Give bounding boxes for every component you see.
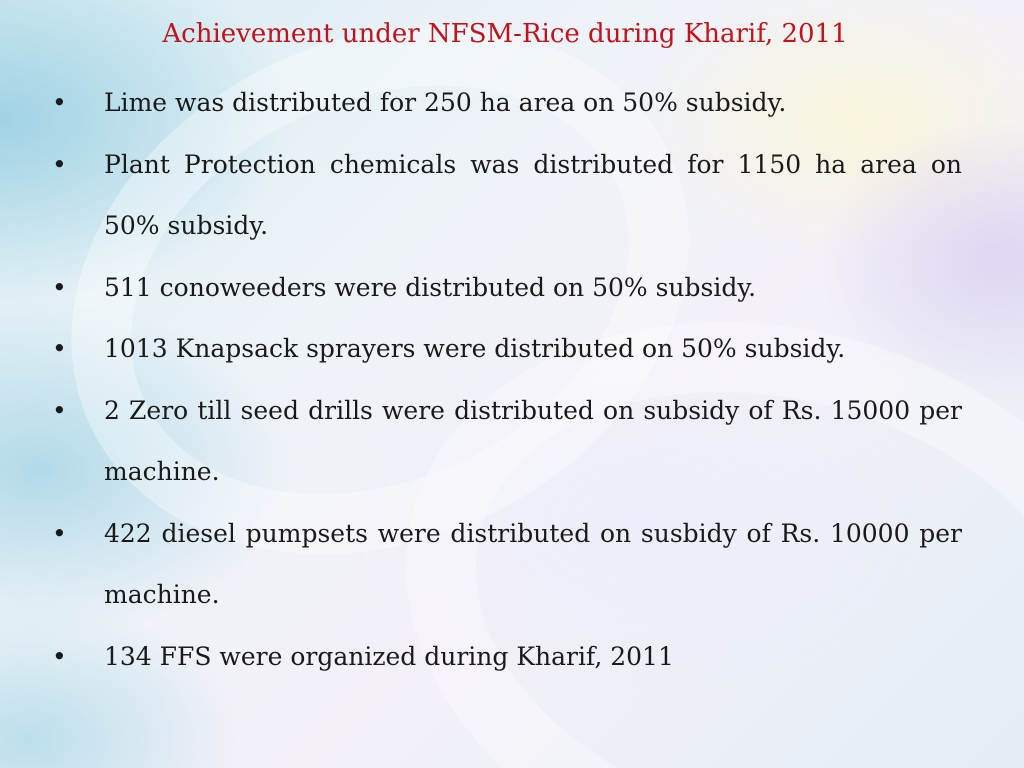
slide-title: Achievement under NFSM-Rice during Kharif, 2011	[162, 19, 848, 49]
bullet-text: 422 diesel pumpsets were distributed on susbidy of Rs. 10000 per machine.	[104, 518, 962, 609]
bullet-text: 1013 Knapsack sprayers were distributed on 50% subsidy.	[104, 334, 846, 363]
bullet-icon: •	[52, 334, 67, 363]
bullet-item	[46, 626, 962, 688]
bullet-item	[46, 318, 962, 380]
bullet-text: 2 Zero till seed drills were distributed on subsidy of Rs. 15000 per machine.	[104, 395, 962, 486]
bullet-icon: •	[52, 149, 67, 179]
bullet-list	[46, 72, 962, 687]
bullet-item	[46, 503, 962, 626]
bullet-icon: •	[52, 88, 67, 117]
bullet-text: Plant Protection chemicals was distributed for 1150 ha area on 50% subsidy.	[104, 149, 962, 240]
bullet-text: Lime was distributed for 250 ha area on 50% subsidy.	[104, 88, 787, 117]
bullet-icon: •	[52, 272, 67, 302]
bullet-icon: •	[52, 641, 67, 671]
bullet-text: 134 FFS were organized during Kharif, 2011	[104, 641, 674, 671]
bullet-item	[46, 134, 962, 257]
bullet-item	[46, 380, 962, 503]
bullet-icon: •	[52, 395, 67, 425]
bullet-item	[46, 72, 962, 134]
bullet-item	[46, 257, 962, 319]
bullet-text: 511 conoweeders were distributed on 50% subsidy.	[104, 272, 757, 302]
bullet-icon: •	[52, 518, 67, 548]
